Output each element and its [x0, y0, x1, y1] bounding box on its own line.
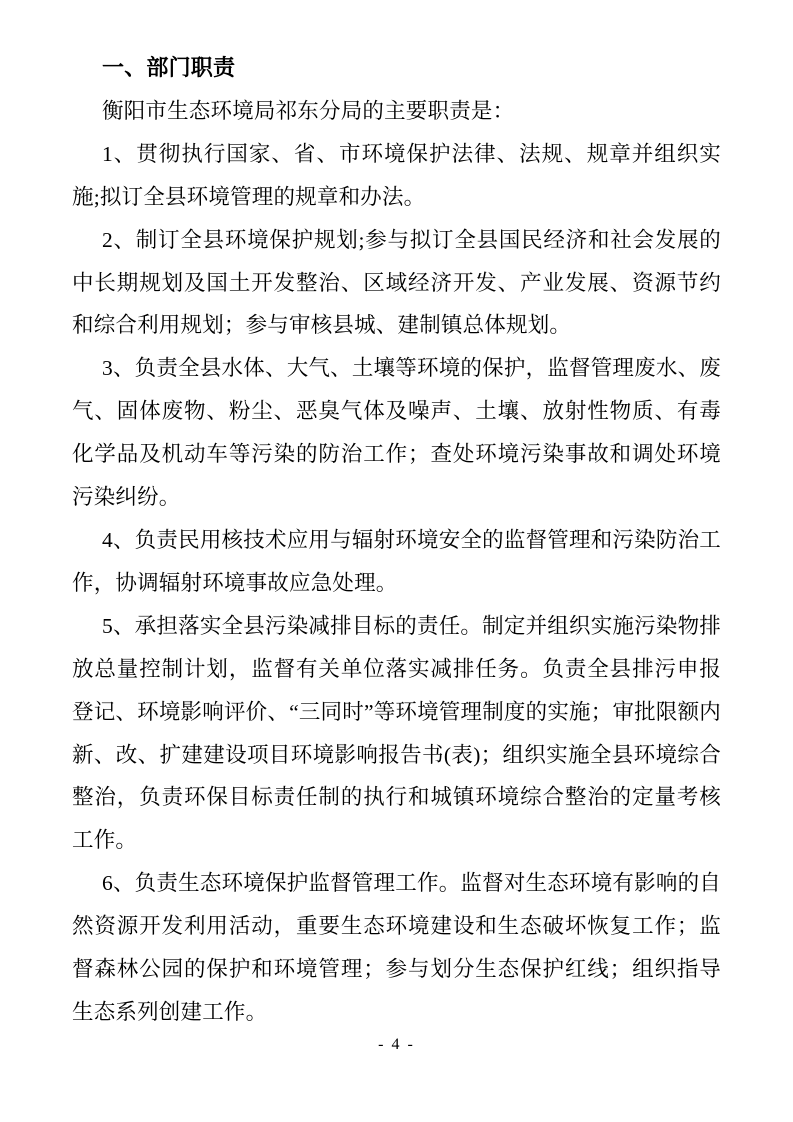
paragraph-5: 5、承担落实全县污染减排目标的责任。制定并组织实施污染物排放总量控制计划，监督有关单位落实减排任务。负责全县排污申报登记、环境影响评价、“三同时”等环境管理制度的实施；审批限额内新、改、扩建建设项目环境影响报告书(表)；组织实施全县环境综合整治，负责环保目标责任制的执行和城镇环境综合整治的定量考核工作。 [72, 613, 721, 853]
paragraph-6: 6、负责生态环境保护监督管理工作。监督对生态环境有影响的自然资源开发利用活动，重要生态环境建设和生态破坏恢复工作；监督森林公园的保护和环境管理；参与划分生态保护红线；组织指导生态系列创建工作。 [72, 871, 721, 1024]
paragraph-3: 3、负责全县水体、大气、土壤等环境的保护，监督管理废水、废气、固体废物、粉尘、恶臭气体及噪声、土壤、放射性物质、有毒化学品及机动车等污染的防治工作；查处环境污染事故和调处环境污染纠纷。 [72, 356, 721, 510]
section-heading: 一、部门职责 [102, 55, 236, 80]
paragraph-1: 1、贯彻执行国家、省、市环境保护法律、法规、规章并组织实施;拟订全县环境管理的规章和办法。 [72, 141, 721, 209]
paragraph-2: 2、制订全县环境保护规划;参与拟订全县国民经济和社会发展的中长期规划及国土开发整治、区域经济开发、产业发展、资源节约和综合利用规划；参与审核县城、建制镇总体规划。 [72, 227, 721, 338]
paragraph-4: 4、负责民用核技术应用与辐射环境安全的监督管理和污染防治工作，协调辐射环境事故应急处理。 [72, 527, 721, 595]
page-number: - 4 - [378, 1036, 415, 1053]
intro-line: 衡阳市生态环境局祁东分局的主要职责是： [102, 98, 515, 123]
